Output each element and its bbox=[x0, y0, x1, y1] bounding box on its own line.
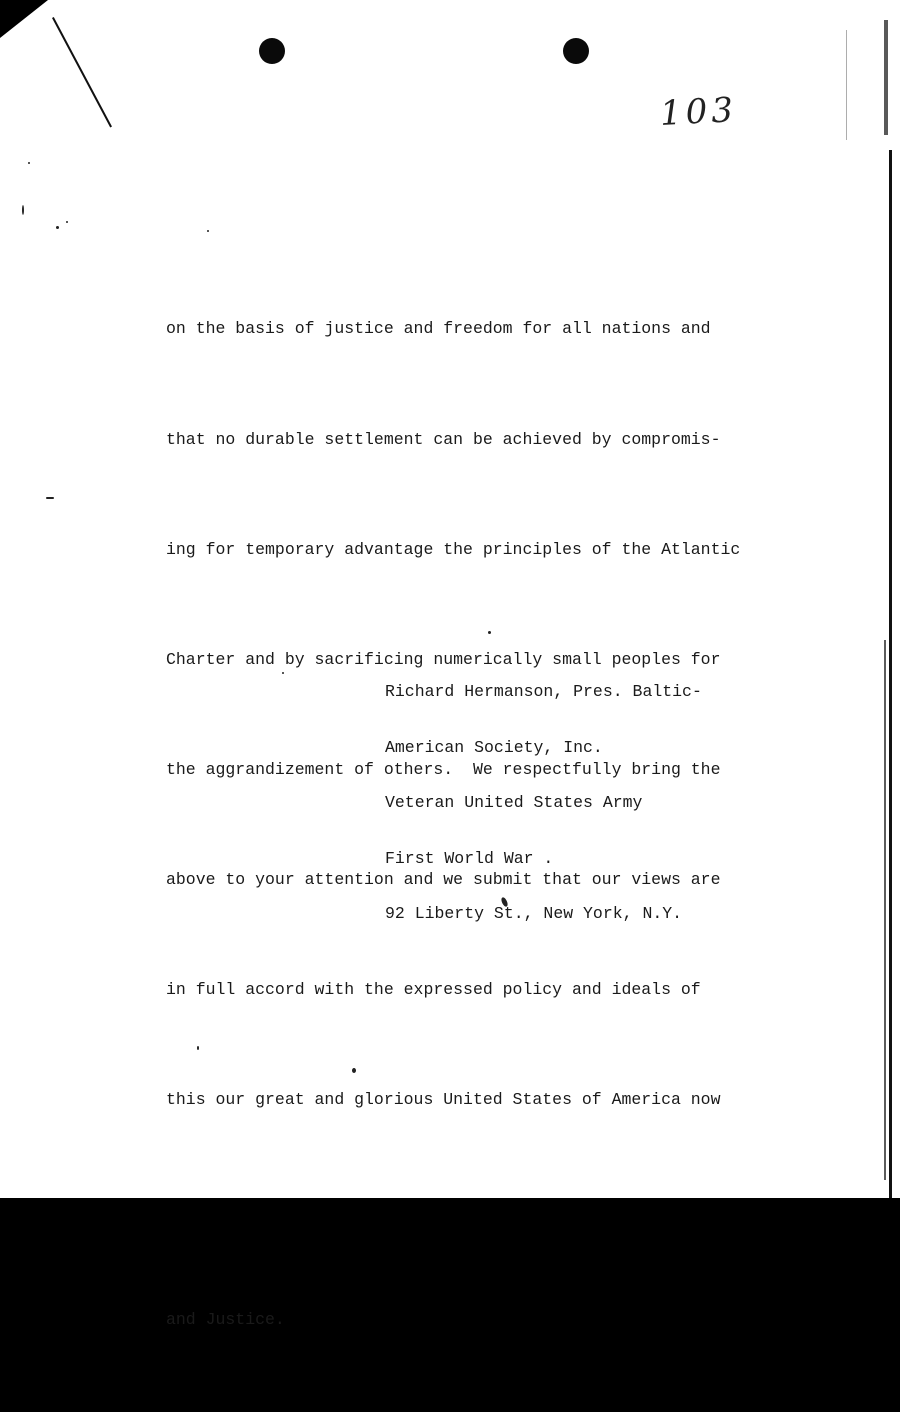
diagonal-scan-line bbox=[52, 17, 112, 127]
page-edge-shadow bbox=[884, 20, 888, 135]
handwritten-page-number: 103 bbox=[659, 90, 738, 134]
punch-hole-right bbox=[563, 38, 589, 64]
letter-body-line: that no durable settlement can be achieved by compromis- bbox=[166, 429, 721, 449]
letter-body-line: and Justice. bbox=[166, 1310, 285, 1330]
letter-body-line: Charter and by sacrificing numerically small peoples for bbox=[166, 649, 721, 669]
letter-body-line: in full accord with the expressed policy and ideals of bbox=[166, 979, 701, 999]
signature-block bbox=[385, 646, 702, 961]
punch-hole-left bbox=[259, 38, 285, 64]
letter-body-line: on the basis of justice and freedom for all nations and bbox=[166, 319, 711, 339]
signature-line: Richard Hermanson, Pres. Baltic- bbox=[385, 682, 702, 701]
scan-bottom-border bbox=[0, 1198, 900, 1270]
signature-line: 92 Liberty St., New York, N.Y. bbox=[385, 904, 683, 923]
scan-speck bbox=[66, 221, 68, 223]
letter-body-line: this our great and glorious United States of America now bbox=[166, 1090, 721, 1110]
signature-line: Veteran United States Army bbox=[385, 793, 643, 812]
scan-speck bbox=[56, 226, 59, 229]
scan-speck bbox=[22, 205, 24, 215]
signature-line: American Society, Inc. bbox=[385, 737, 603, 757]
scan-speck bbox=[28, 162, 30, 164]
corner-scan-mark bbox=[0, 0, 48, 38]
scan-speck bbox=[207, 230, 209, 232]
letter-body-line: ing for temporary advantage the principles of the Atlantic bbox=[166, 539, 741, 559]
signature-line: First World War . bbox=[385, 848, 554, 868]
page-edge-shadow bbox=[889, 150, 892, 1200]
scan-speck bbox=[46, 497, 54, 499]
page-edge-shadow bbox=[846, 30, 847, 140]
letter-body-line: the aggrandizement of others. We respectfully bring the bbox=[166, 759, 721, 779]
letter-body-line: above to your attention and we submit that our views are bbox=[166, 869, 721, 889]
page-edge-shadow bbox=[884, 640, 886, 1180]
